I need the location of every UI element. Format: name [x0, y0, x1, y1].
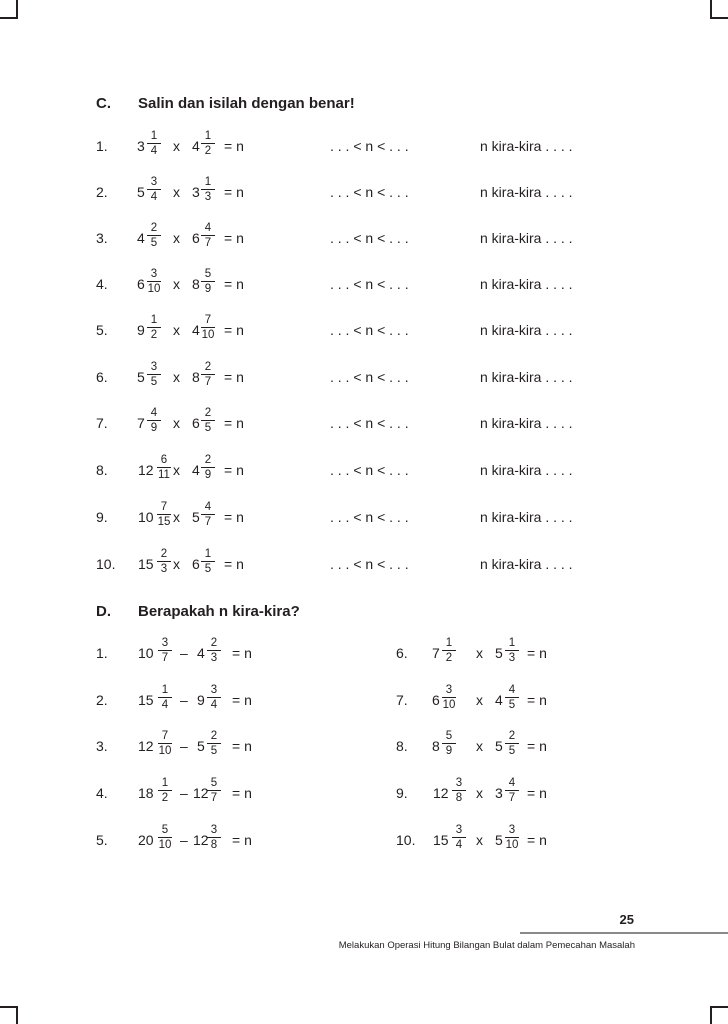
fraction [147, 222, 161, 249]
fraction [158, 824, 172, 851]
fraction [147, 407, 161, 434]
exercise-number: 4. [96, 276, 108, 292]
equals-n: = n [232, 738, 252, 754]
estimate-blank: n kira-kira . . . . [480, 369, 573, 385]
numerator: 3 [158, 637, 172, 651]
estimate-blank: n kira-kira . . . . [480, 322, 573, 338]
numerator: 2 [201, 407, 215, 421]
denominator: 5 [150, 237, 158, 249]
denominator: 2 [204, 145, 212, 157]
range-blank: . . . < n < . . . [330, 369, 409, 385]
exercise-number: 1. [96, 138, 108, 154]
denominator: 5 [150, 376, 158, 388]
denominator: 4 [455, 839, 463, 851]
numerator: 2 [201, 454, 215, 468]
fraction [147, 176, 161, 203]
whole-part: 3 [495, 785, 503, 801]
fraction [207, 824, 221, 851]
fraction [201, 130, 215, 157]
fraction [505, 777, 519, 804]
estimate-blank: n kira-kira . . . . [480, 556, 573, 572]
operator: x [476, 738, 483, 754]
numerator: 5 [158, 824, 172, 838]
operator: x [476, 785, 483, 801]
operator: x [173, 462, 180, 478]
fraction [201, 176, 215, 203]
denominator: 10 [158, 745, 172, 757]
exercise-number: 1. [96, 645, 108, 661]
whole-part: 5 [495, 645, 503, 661]
fraction [201, 268, 215, 295]
numerator: 1 [158, 777, 172, 791]
fraction [207, 684, 221, 711]
denominator: 5 [210, 745, 218, 757]
whole-part: 7 [432, 645, 440, 661]
equals-n: = n [527, 738, 547, 754]
denominator: 4 [161, 699, 169, 711]
fraction [201, 314, 215, 341]
whole-part: 4 [137, 230, 145, 246]
denominator: 9 [445, 745, 453, 757]
whole-part: 9 [197, 692, 205, 708]
equals-n: = n [224, 369, 244, 385]
crop-mark [0, 1006, 18, 1008]
fraction [158, 777, 172, 804]
numerator: 1 [158, 684, 172, 698]
numerator: 3 [207, 824, 221, 838]
equals-n: = n [527, 785, 547, 801]
whole-part: 15 [433, 832, 449, 848]
numerator: 3 [147, 268, 161, 282]
crop-mark [0, 17, 18, 19]
whole-part: 5 [137, 369, 145, 385]
whole-part: 6 [432, 692, 440, 708]
denominator: 11 [158, 469, 170, 481]
exercise-number: 7. [396, 692, 408, 708]
operator: x [173, 509, 180, 525]
section-c-title: Salin dan isilah dengan benar! [138, 95, 355, 112]
exercise-number: 7. [96, 415, 108, 431]
operator: x [173, 556, 180, 572]
exercise-number: 5. [96, 322, 108, 338]
exercise-number: 3. [96, 230, 108, 246]
whole-part: 6 [192, 230, 200, 246]
denominator: 5 [508, 699, 516, 711]
exercise-number: 6. [96, 369, 108, 385]
estimate-blank: n kira-kira . . . . [480, 230, 573, 246]
range-blank: . . . < n < . . . [330, 415, 409, 431]
fraction [505, 730, 519, 757]
denominator: 4 [210, 699, 218, 711]
whole-part: 5 [137, 184, 145, 200]
whole-part: 7 [137, 415, 145, 431]
denominator: 7 [204, 376, 212, 388]
section-c-label: C. [96, 95, 111, 112]
whole-part: 9 [137, 322, 145, 338]
equals-n: = n [224, 415, 244, 431]
whole-part: 20 [138, 832, 154, 848]
denominator: 5 [204, 563, 212, 575]
denominator: 2 [150, 329, 158, 341]
fraction [207, 777, 221, 804]
numerator: 4 [147, 407, 161, 421]
numerator: 3 [442, 684, 456, 698]
equals-n: = n [224, 138, 244, 154]
section-d-label: D. [96, 603, 111, 620]
fraction [452, 777, 466, 804]
whole-part: 5 [192, 509, 200, 525]
denominator: 9 [204, 283, 212, 295]
denominator: 15 [157, 516, 171, 528]
operator: x [173, 230, 180, 246]
denominator: 9 [150, 422, 158, 434]
exercise-number: 6. [396, 645, 408, 661]
fraction [201, 361, 215, 388]
estimate-blank: n kira-kira . . . . [480, 276, 573, 292]
section-d-title: Berapakah n kira-kira? [138, 603, 300, 620]
numerator: 5 [201, 268, 215, 282]
denominator: 5 [204, 422, 212, 434]
fraction [207, 637, 221, 664]
fraction [158, 730, 172, 757]
operator: – [180, 692, 188, 708]
operator: x [173, 184, 180, 200]
fraction [442, 684, 456, 711]
fraction [157, 548, 171, 575]
crop-mark [710, 1006, 712, 1024]
whole-part: 6 [192, 415, 200, 431]
whole-part: 8 [192, 276, 200, 292]
numerator: 3 [147, 176, 161, 190]
equals-n: = n [224, 322, 244, 338]
operator: x [476, 692, 483, 708]
operator: x [173, 276, 180, 292]
exercise-number: 3. [96, 738, 108, 754]
denominator: 2 [445, 652, 453, 664]
fraction [201, 548, 215, 575]
numerator: 4 [201, 501, 215, 515]
estimate-blank: n kira-kira . . . . [480, 415, 573, 431]
numerator: 3 [505, 824, 519, 838]
exercise-number: 2. [96, 692, 108, 708]
denominator: 3 [508, 652, 516, 664]
whole-part: 4 [192, 462, 200, 478]
equals-n: = n [224, 184, 244, 200]
denominator: 10 [442, 699, 456, 711]
denominator: 9 [204, 469, 212, 481]
exercise-number: 4. [96, 785, 108, 801]
crop-mark [710, 17, 728, 19]
fraction [158, 637, 172, 664]
operator: x [173, 322, 180, 338]
whole-part: 8 [432, 738, 440, 754]
operator: x [173, 415, 180, 431]
numerator: 1 [201, 130, 215, 144]
exercise-number: 10. [96, 556, 116, 572]
fraction [147, 361, 161, 388]
numerator: 3 [452, 824, 466, 838]
fraction [505, 824, 519, 851]
whole-part: 6 [192, 556, 200, 572]
numerator: 2 [207, 730, 221, 744]
exercise-number: 8. [396, 738, 408, 754]
equals-n: = n [527, 645, 547, 661]
numerator: 2 [505, 730, 519, 744]
equals-n: = n [224, 462, 244, 478]
equals-n: = n [527, 832, 547, 848]
numerator: 4 [201, 222, 215, 236]
whole-part: 8 [192, 369, 200, 385]
range-blank: . . . < n < . . . [330, 322, 409, 338]
numerator: 5 [207, 777, 221, 791]
whole-part: 12 [433, 785, 449, 801]
whole-part: 4 [197, 645, 205, 661]
denominator: 7 [210, 792, 218, 804]
fraction [147, 268, 161, 295]
fraction [158, 684, 172, 711]
whole-part: 12 [138, 462, 154, 478]
exercise-number: 8. [96, 462, 108, 478]
denominator: 4 [150, 145, 158, 157]
whole-part: 12 [193, 832, 209, 848]
denominator: 8 [455, 792, 463, 804]
whole-part: 5 [495, 832, 503, 848]
crop-mark [16, 1006, 18, 1024]
range-blank: . . . < n < . . . [330, 184, 409, 200]
range-blank: . . . < n < . . . [330, 138, 409, 154]
numerator: 7 [157, 501, 171, 515]
exercise-number: 5. [96, 832, 108, 848]
equals-n: = n [224, 509, 244, 525]
equals-n: = n [232, 832, 252, 848]
numerator: 7 [201, 314, 215, 328]
numerator: 2 [157, 548, 171, 562]
operator: – [180, 832, 188, 848]
range-blank: . . . < n < . . . [330, 276, 409, 292]
numerator: 5 [442, 730, 456, 744]
numerator: 6 [157, 454, 171, 468]
whole-part: 4 [192, 322, 200, 338]
numerator: 1 [147, 130, 161, 144]
footer-rule [520, 932, 728, 934]
denominator: 8 [210, 839, 218, 851]
operator: – [180, 785, 188, 801]
crop-mark [710, 0, 712, 18]
numerator: 1 [201, 176, 215, 190]
numerator: 2 [147, 222, 161, 236]
numerator: 4 [505, 777, 519, 791]
range-blank: . . . < n < . . . [330, 462, 409, 478]
exercise-number: 9. [96, 509, 108, 525]
operator: x [476, 832, 483, 848]
fraction [207, 730, 221, 757]
numerator: 2 [201, 361, 215, 375]
denominator: 7 [204, 237, 212, 249]
range-blank: . . . < n < . . . [330, 509, 409, 525]
numerator: 1 [147, 314, 161, 328]
numerator: 7 [158, 730, 172, 744]
equals-n: = n [224, 276, 244, 292]
denominator: 2 [161, 792, 169, 804]
fraction [157, 501, 171, 528]
denominator: 10 [147, 283, 161, 295]
whole-part: 10 [138, 645, 154, 661]
denominator: 10 [201, 329, 215, 341]
numerator: 2 [207, 637, 221, 651]
numerator: 3 [452, 777, 466, 791]
denominator: 10 [505, 839, 519, 851]
numerator: 1 [505, 637, 519, 651]
range-blank: . . . < n < . . . [330, 230, 409, 246]
numerator: 1 [201, 548, 215, 562]
whole-part: 5 [197, 738, 205, 754]
fraction [201, 501, 215, 528]
whole-part: 4 [192, 138, 200, 154]
whole-part: 3 [137, 138, 145, 154]
fraction [452, 824, 466, 851]
whole-part: 5 [495, 738, 503, 754]
operator: x [476, 645, 483, 661]
operator: x [173, 369, 180, 385]
fraction [201, 454, 215, 481]
fraction [505, 637, 519, 664]
whole-part: 12 [138, 738, 154, 754]
operator: – [180, 645, 188, 661]
fraction [201, 222, 215, 249]
numerator: 3 [207, 684, 221, 698]
operator: x [173, 138, 180, 154]
whole-part: 4 [495, 692, 503, 708]
fraction [147, 130, 161, 157]
denominator: 5 [508, 745, 516, 757]
denominator: 3 [204, 191, 212, 203]
numerator: 4 [505, 684, 519, 698]
equals-n: = n [232, 645, 252, 661]
fraction [201, 407, 215, 434]
operator: – [180, 738, 188, 754]
whole-part: 10 [138, 509, 154, 525]
fraction [505, 684, 519, 711]
denominator: 7 [161, 652, 169, 664]
crop-mark [16, 0, 18, 18]
estimate-blank: n kira-kira . . . . [480, 184, 573, 200]
denominator: 4 [150, 191, 158, 203]
fraction [442, 637, 456, 664]
fraction [442, 730, 456, 757]
denominator: 3 [160, 563, 168, 575]
equals-n: = n [232, 692, 252, 708]
equals-n: = n [224, 230, 244, 246]
estimate-blank: n kira-kira . . . . [480, 462, 573, 478]
equals-n: = n [224, 556, 244, 572]
exercise-number: 2. [96, 184, 108, 200]
equals-n: = n [232, 785, 252, 801]
whole-part: 12 [193, 785, 209, 801]
numerator: 1 [442, 637, 456, 651]
denominator: 10 [158, 839, 172, 851]
estimate-blank: n kira-kira . . . . [480, 138, 573, 154]
exercise-number: 9. [396, 785, 408, 801]
estimate-blank: n kira-kira . . . . [480, 509, 573, 525]
whole-part: 15 [138, 692, 154, 708]
page-number: 25 [619, 912, 634, 927]
equals-n: = n [527, 692, 547, 708]
fraction [157, 454, 171, 481]
numerator: 3 [147, 361, 161, 375]
whole-part: 3 [192, 184, 200, 200]
whole-part: 18 [138, 785, 154, 801]
whole-part: 15 [138, 556, 154, 572]
crop-mark [710, 1006, 728, 1008]
running-title: Melakukan Operasi Hitung Bilangan Bulat dalam Pemecahan Masalah [338, 940, 635, 951]
denominator: 7 [508, 792, 516, 804]
exercise-number: 10. [396, 832, 416, 848]
range-blank: . . . < n < . . . [330, 556, 409, 572]
denominator: 3 [210, 652, 218, 664]
denominator: 7 [204, 516, 212, 528]
fraction [147, 314, 161, 341]
whole-part: 6 [137, 276, 145, 292]
